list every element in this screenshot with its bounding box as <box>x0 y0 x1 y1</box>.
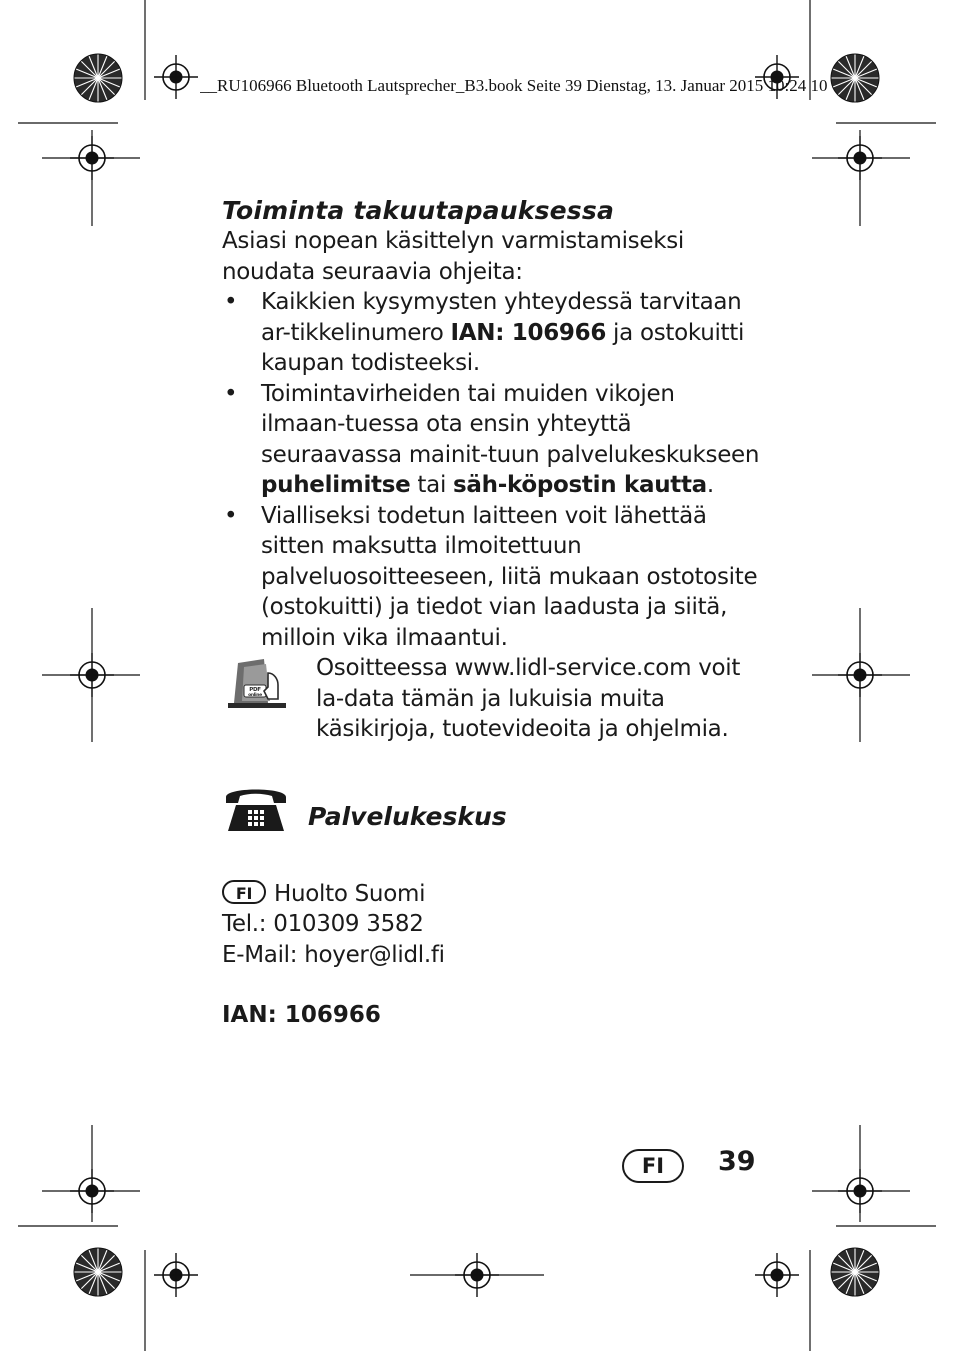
service-heading: Palvelukeskus <box>308 801 507 831</box>
page-footer <box>622 1145 762 1185</box>
service-name: Huolto Suomi <box>274 880 426 907</box>
ian-number: IAN: 106966 <box>222 1002 381 1028</box>
telephone-icon <box>222 783 290 835</box>
bullet: • <box>224 380 238 407</box>
bullet: • <box>224 289 238 315</box>
footer-country-badge: FI <box>622 1149 684 1183</box>
service-heading-row <box>222 783 762 847</box>
bullet: • <box>224 502 238 529</box>
list-item: • Toimintavirheiden tai muiden vikojen ilmaan-tuessa ota ensin yhteyttä seuraavassa mainit-tuun palvelukeskukseen puhelimitse tai säh-köpostin kautta. <box>224 380 760 498</box>
pdf-download-note: PDF online Osoitteessa www.lidl-service.com voit la-data tämän ja lukuisia muita käsikirjoja, tuotevideoita ja ohjelmia. <box>222 653 762 745</box>
service-email: E-Mail: hoyer@lidl.fi <box>222 941 445 968</box>
list-item: • Vialliseksi todetun laitteen voit lähettää sitten maksutta ilmoitettuun palveluosoitteeseen, liitä mukaan ostotosite (ostokuitti) ja tiedot vian laadusta ja siitä, milloin vika ilmaantui. <box>224 502 758 651</box>
page-number: 39 <box>718 1146 756 1177</box>
warranty-list <box>222 287 762 653</box>
warranty-heading: Toiminta takuutapauksessa <box>222 196 615 225</box>
pdf-online-download-icon <box>224 655 290 711</box>
warranty-intro: Asiasi nopean käsittelyn varmistamiseksi noudata seuraavia ohjeita: <box>222 228 684 285</box>
service-phone: Tel.: 010309 3582 <box>222 911 424 937</box>
service-name-line <box>222 879 762 910</box>
country-badge: FI <box>222 880 266 904</box>
service-contact <box>222 879 762 971</box>
pdf-icon-label: PDF <box>249 687 261 693</box>
star-icon <box>74 54 122 102</box>
page-content <box>222 196 762 1030</box>
list-item: • Kaikkien kysymysten yhteydessä tarvitaan ar-tikkelinumero IAN: 106966 ja ostokuitti kaupan todisteeksi. <box>224 289 745 376</box>
online-icon-label: online <box>248 693 262 698</box>
print-slug: __RU106966 Bluetooth Lautsprecher_B3.book Seite 39 Dienstag, 13. Januar 2015 10:24 10 <box>200 76 828 95</box>
